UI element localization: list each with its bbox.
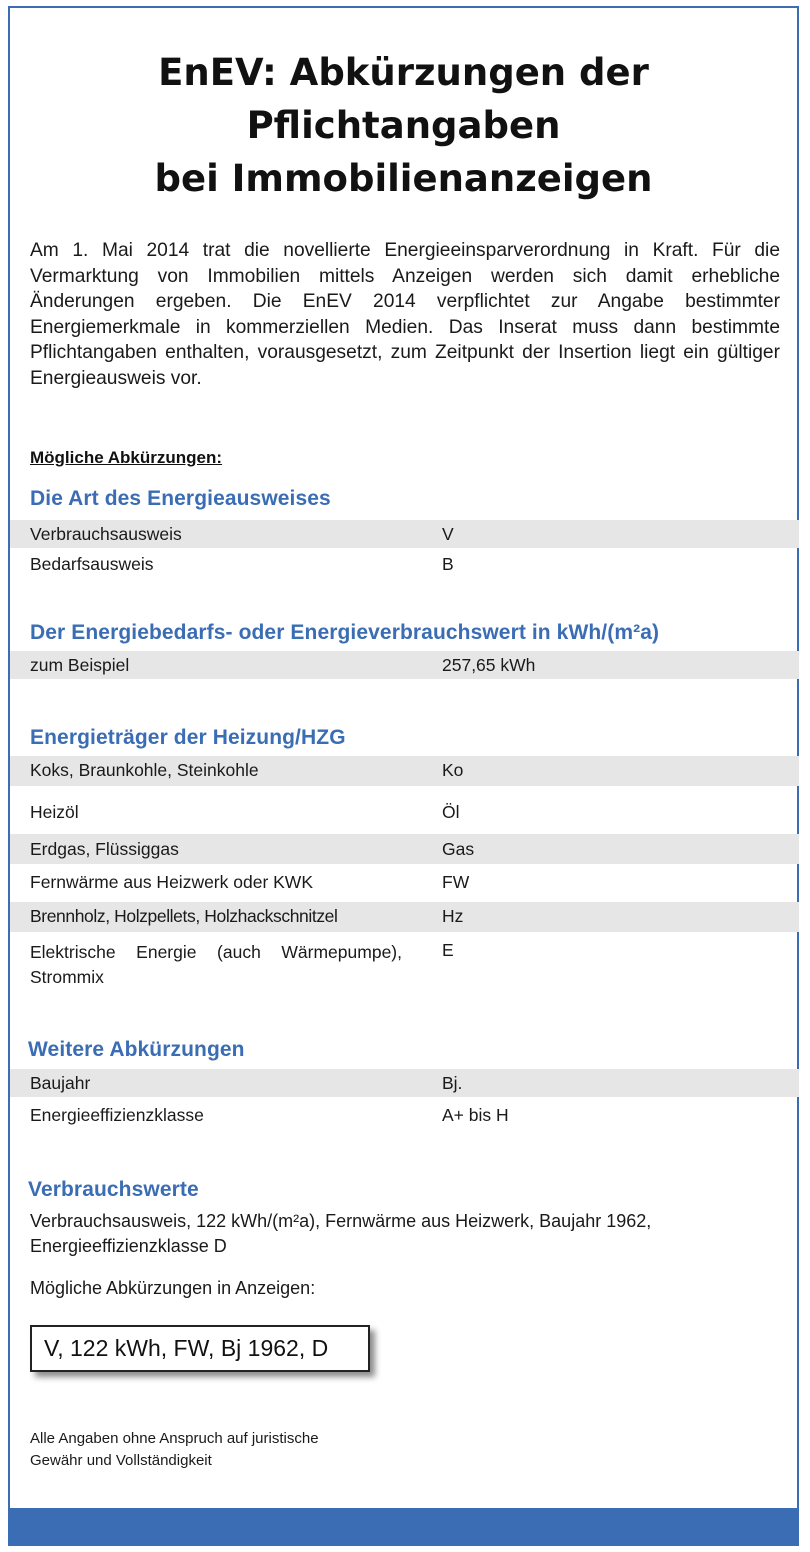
row-term: Koks, Braunkohle, Steinkohle [30,760,259,780]
row-term-line-1: Elektrische Energie (auch Wärmepumpe), [30,942,402,962]
section-heading-art: Die Art des Energieausweises [30,487,331,510]
row-abbr: 257,65 kWh [442,655,536,675]
title-line-3: bei Immobilienanzeigen [154,157,653,200]
row-term: Bedarfsausweis [30,554,154,574]
row-abbr: Hz [442,906,464,926]
row-abbr: Ko [442,760,464,780]
row-term: zum Beispiel [30,655,130,675]
example-description-line-2: Energieeffizienzklasse D [30,1236,227,1256]
possible-abbreviations-label: Mögliche Abkürzungen: [30,448,223,467]
row-abbr: A+ bis H [442,1105,509,1125]
table-row [10,1101,799,1129]
row-abbr: Bj. [442,1073,463,1093]
row-abbr: FW [442,872,470,892]
table-row [10,1069,799,1097]
row-term: Baujahr [30,1073,91,1093]
table-row [10,550,799,578]
row-abbr: Öl [442,802,460,822]
section-heading-traeger: Energieträger der Heizung/HZG [30,726,346,749]
example-abbreviation-box: V, 122 kWh, FW, Bj 1962, D [30,1325,370,1372]
disclaimer [30,1428,319,1472]
table-row [10,902,799,932]
table-row [10,834,799,864]
row-term [30,940,402,990]
section-heading-wert: Der Energiebedarfs- oder Energieverbrauchswert in kWh/(m²a) [30,621,660,644]
table-row [10,867,799,899]
row-term-line-2: Strommix [30,967,104,987]
page-title [10,46,797,205]
example-label: Mögliche Abkürzungen in Anzeigen: [30,1278,316,1298]
table-row [10,520,799,548]
footer-bar [10,1508,797,1544]
table-row [10,756,799,786]
table-row [10,936,799,996]
title-line-2: Pflichtangaben [246,104,561,147]
row-term: Heizöl [30,802,79,822]
intro-paragraph: Am 1. Mai 2014 trat die novellierte Energieeinsparverordnung in Kraft. Für die Vermarktung von Immobilien mittels Anzeigen werden sich damit erhebliche Änderungen ergeben. Die EnEV 2014 verpflichtet zur Angabe bestimmter Energiemerkmale in kommerziellen Medien. Das Inserat muss dann bestimmte Pflichtangaben enthalten, vorausgesetzt, zum Zeitpunkt der Insertion liegt ein gültiger Energieausweis vor. [30,240,780,389]
row-abbr: B [442,554,454,574]
row-abbr: Gas [442,839,475,859]
row-term: Erdgas, Flüssiggas [30,839,179,859]
row-abbr: E [442,940,454,960]
title-line-1: EnEV: Abkürzungen der [158,51,649,94]
section-heading-verbrauch: Verbrauchswerte [28,1178,199,1201]
row-term: Brennholz, Holzpellets, Holzhackschnitzel [30,906,338,926]
section-heading-weitere: Weitere Abkürzungen [28,1038,245,1061]
example-description [30,1209,790,1259]
row-term: Verbrauchsausweis [30,524,182,544]
disclaimer-line-2: Gewähr und Vollständigkeit [30,1452,212,1469]
table-row [10,792,799,828]
info-card [8,6,799,1546]
row-term: Energieeffizienzklasse [30,1105,204,1125]
example-description-line-1: Verbrauchsausweis, 122 kWh/(m²a), Fernwärme aus Heizwerk, Baujahr 1962, [30,1211,652,1231]
row-abbr: V [442,524,454,544]
table-row [10,651,799,679]
disclaimer-line-1: Alle Angaben ohne Anspruch auf juristische [30,1430,319,1447]
row-term: Fernwärme aus Heizwerk oder KWK [30,872,313,892]
